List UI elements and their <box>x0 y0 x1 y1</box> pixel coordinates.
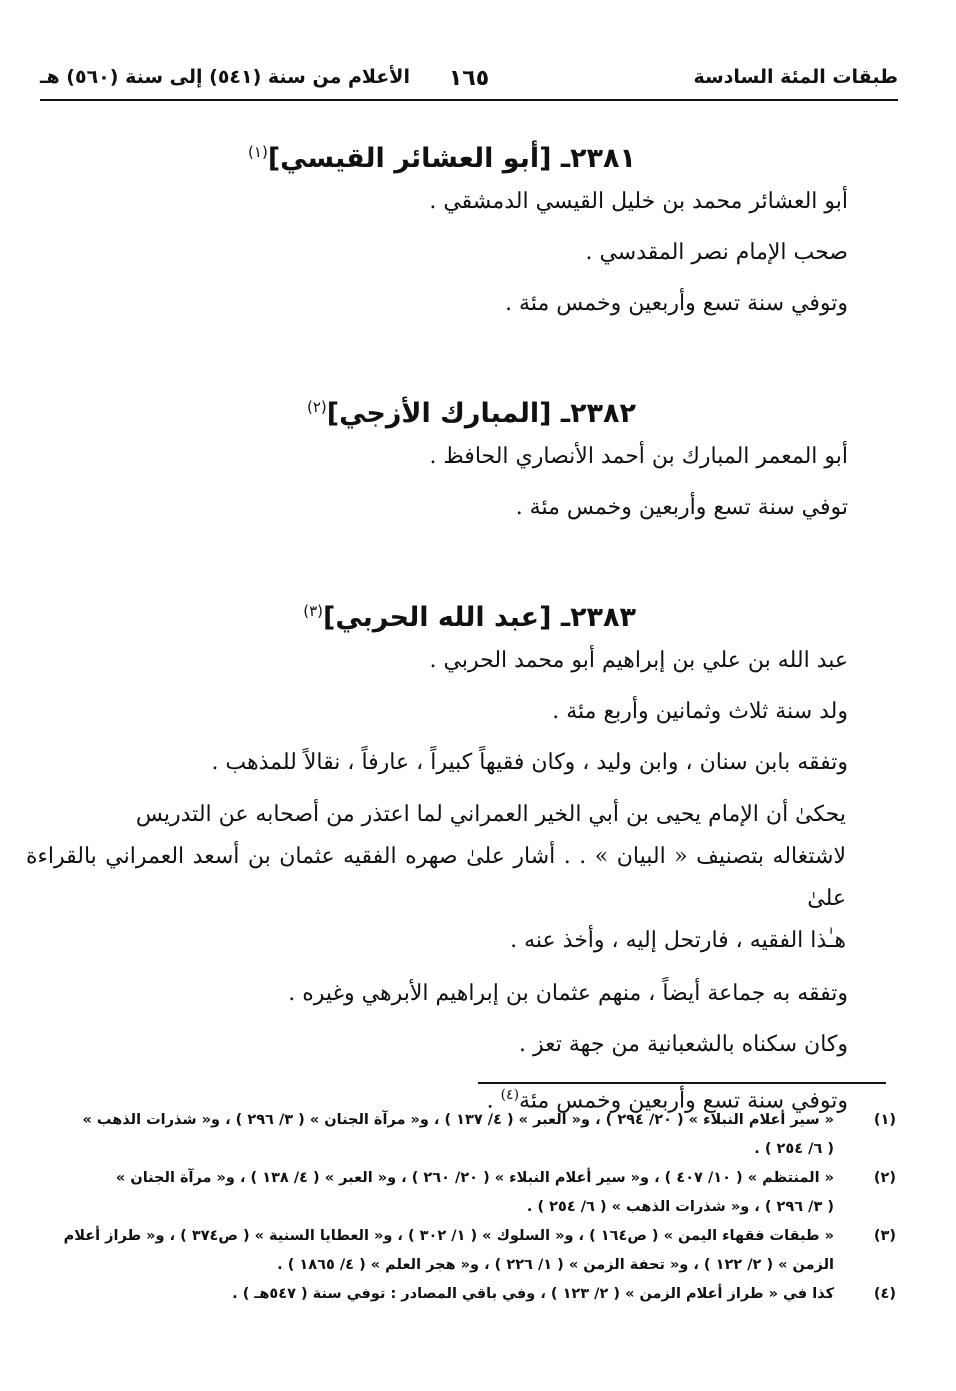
text-line: وتفقه به جماعة أيضاً ، منهم عثمان بن إبراهيم الأبرهي وغيره . <box>288 981 848 1006</box>
text-line: ولد سنة ثلاث وثمانين وأربع مئة . <box>552 699 848 724</box>
text-span: . <box>486 1088 501 1114</box>
spacer <box>48 329 848 375</box>
footnote-ref: (٣) <box>303 602 324 620</box>
footnote-line: الزمن » ( ٢/ ١٢٢ ) ، و« تحفة الزمن » ( ١/ ٢٢٦ ) ، و« هجر العلم » ( ٤/ ١٨٦٥ ) . <box>277 1257 834 1273</box>
footnote-line: كذا في « طراز أعلام الزمن » ( ٢/ ١٢٣ ) ، وفي باقي المصادر : توفي سنة ( ٥٤٧هـ ) . <box>232 1286 834 1302</box>
main-text <box>26 120 848 1126</box>
footnote-number: (٣) <box>873 1228 896 1244</box>
text-line: توفي سنة تسع وأربعين وخمس مئة . <box>515 495 848 520</box>
footnote-line: ( ٣/ ٢٩٦ ) ، و« شذرات الذهب » ( ٦/ ٢٥٤ ) . <box>526 1199 834 1215</box>
entry-heading <box>48 383 848 431</box>
footnote-ref: (١) <box>248 143 268 161</box>
book-section-title: طبقات المئة السادسة <box>693 66 898 88</box>
entry-heading <box>48 587 848 635</box>
entry-heading <box>48 128 848 176</box>
footnote-ref: (٤) <box>500 1087 520 1103</box>
footnote <box>52 1164 896 1222</box>
text-line: أبو المعمر المبارك بن أحمد الأنصاري الحافظ . <box>429 444 848 469</box>
footnote-line: ( ٦/ ٢٥٤ ) . <box>754 1141 834 1157</box>
footnote-number: (٢) <box>873 1170 896 1186</box>
footnotes <box>52 1106 896 1309</box>
footnote <box>52 1106 896 1164</box>
page-number: ١٦٥ <box>448 66 490 91</box>
footnote-line: « طبقات فقهاء اليمن » ( ص١٦٤ ) ، و« السلوك » ( ١/ ٣٠٢ ) ، و« العطايا السنية » ( ص٣٧٤ ) ، و« طراز أعلام <box>63 1228 834 1244</box>
running-header <box>40 66 898 96</box>
text-span: وتوفي سنة تسع وأربعين وخمس مئة <box>519 1088 848 1114</box>
text-line: عبد الله بن علي بن إبراهيم أبو محمد الحربي . <box>429 648 848 673</box>
period-range: الأعلام من سنة (٥٤١) إلى سنة (٥٦٠) هـ <box>40 66 410 88</box>
entry-title: ٢٣٨٢ـ [المبارك الأزجي] <box>326 398 636 429</box>
text-line: أبو العشائر محمد بن خليل القيسي الدمشقي . <box>429 189 848 214</box>
paragraph <box>26 794 848 962</box>
footnote-line: « سير أعلام النبلاء » ( ٢٠/ ٢٩٤ ) ، و« العبر » ( ٤/ ١٣٧ ) ، و« مرآة الجنان » ( ٣/ ٢٩٦ ) ، و« شذرات الذهب » <box>82 1112 834 1128</box>
header-rule <box>40 99 898 101</box>
paragraph-line: هـٰذا الفقيه ، فارتحل إليه ، وأخذ عنه . <box>510 928 846 953</box>
footnote <box>52 1280 896 1309</box>
text-line: وكان سكناه بالشعبانية من جهة تعز . <box>519 1032 848 1057</box>
footnote-line: « المنتظم » ( ١٠/ ٤٠٧ ) ، و« سير أعلام النبلاء » ( ٢٠/ ٢٦٠ ) ، و« العبر » ( ٤/ ١٣٨ ) ، و« مرآة الجنان » <box>115 1170 834 1186</box>
entry-title: ٢٣٨١ـ [أبو العشائر القيسي] <box>267 143 636 174</box>
text-line: صحب الإمام نصر المقدسي . <box>585 240 848 265</box>
text-line: وتوفي سنة تسع وأربعين وخمس مئة . <box>505 291 848 316</box>
footnote <box>52 1222 896 1280</box>
paragraph-line: يحكىٰ أن الإمام يحيى بن أبي الخير العمراني لما اعتذر من أصحابه عن التدريس <box>135 802 846 827</box>
entry-title: ٢٣٨٣ـ [عبد الله الحربي] <box>323 602 636 633</box>
footnote-ref: (٢) <box>306 398 327 416</box>
paragraph-line: لاشتغاله بتصنيف « البيان » . . أشار علىٰ صهره الفقيه عثمان بن أسعد العمراني بالقراءة علىٰ <box>26 844 846 911</box>
footnote-number: (١) <box>873 1112 896 1128</box>
footnote-number: (٤) <box>873 1286 896 1302</box>
spacer <box>48 533 848 579</box>
text-line: وتفقه بابن سنان ، وابن وليد ، وكان فقيهاً كبيراً ، عارفاً ، نقالاً للمذهب . <box>211 750 848 775</box>
footnote-rule <box>478 1082 886 1084</box>
